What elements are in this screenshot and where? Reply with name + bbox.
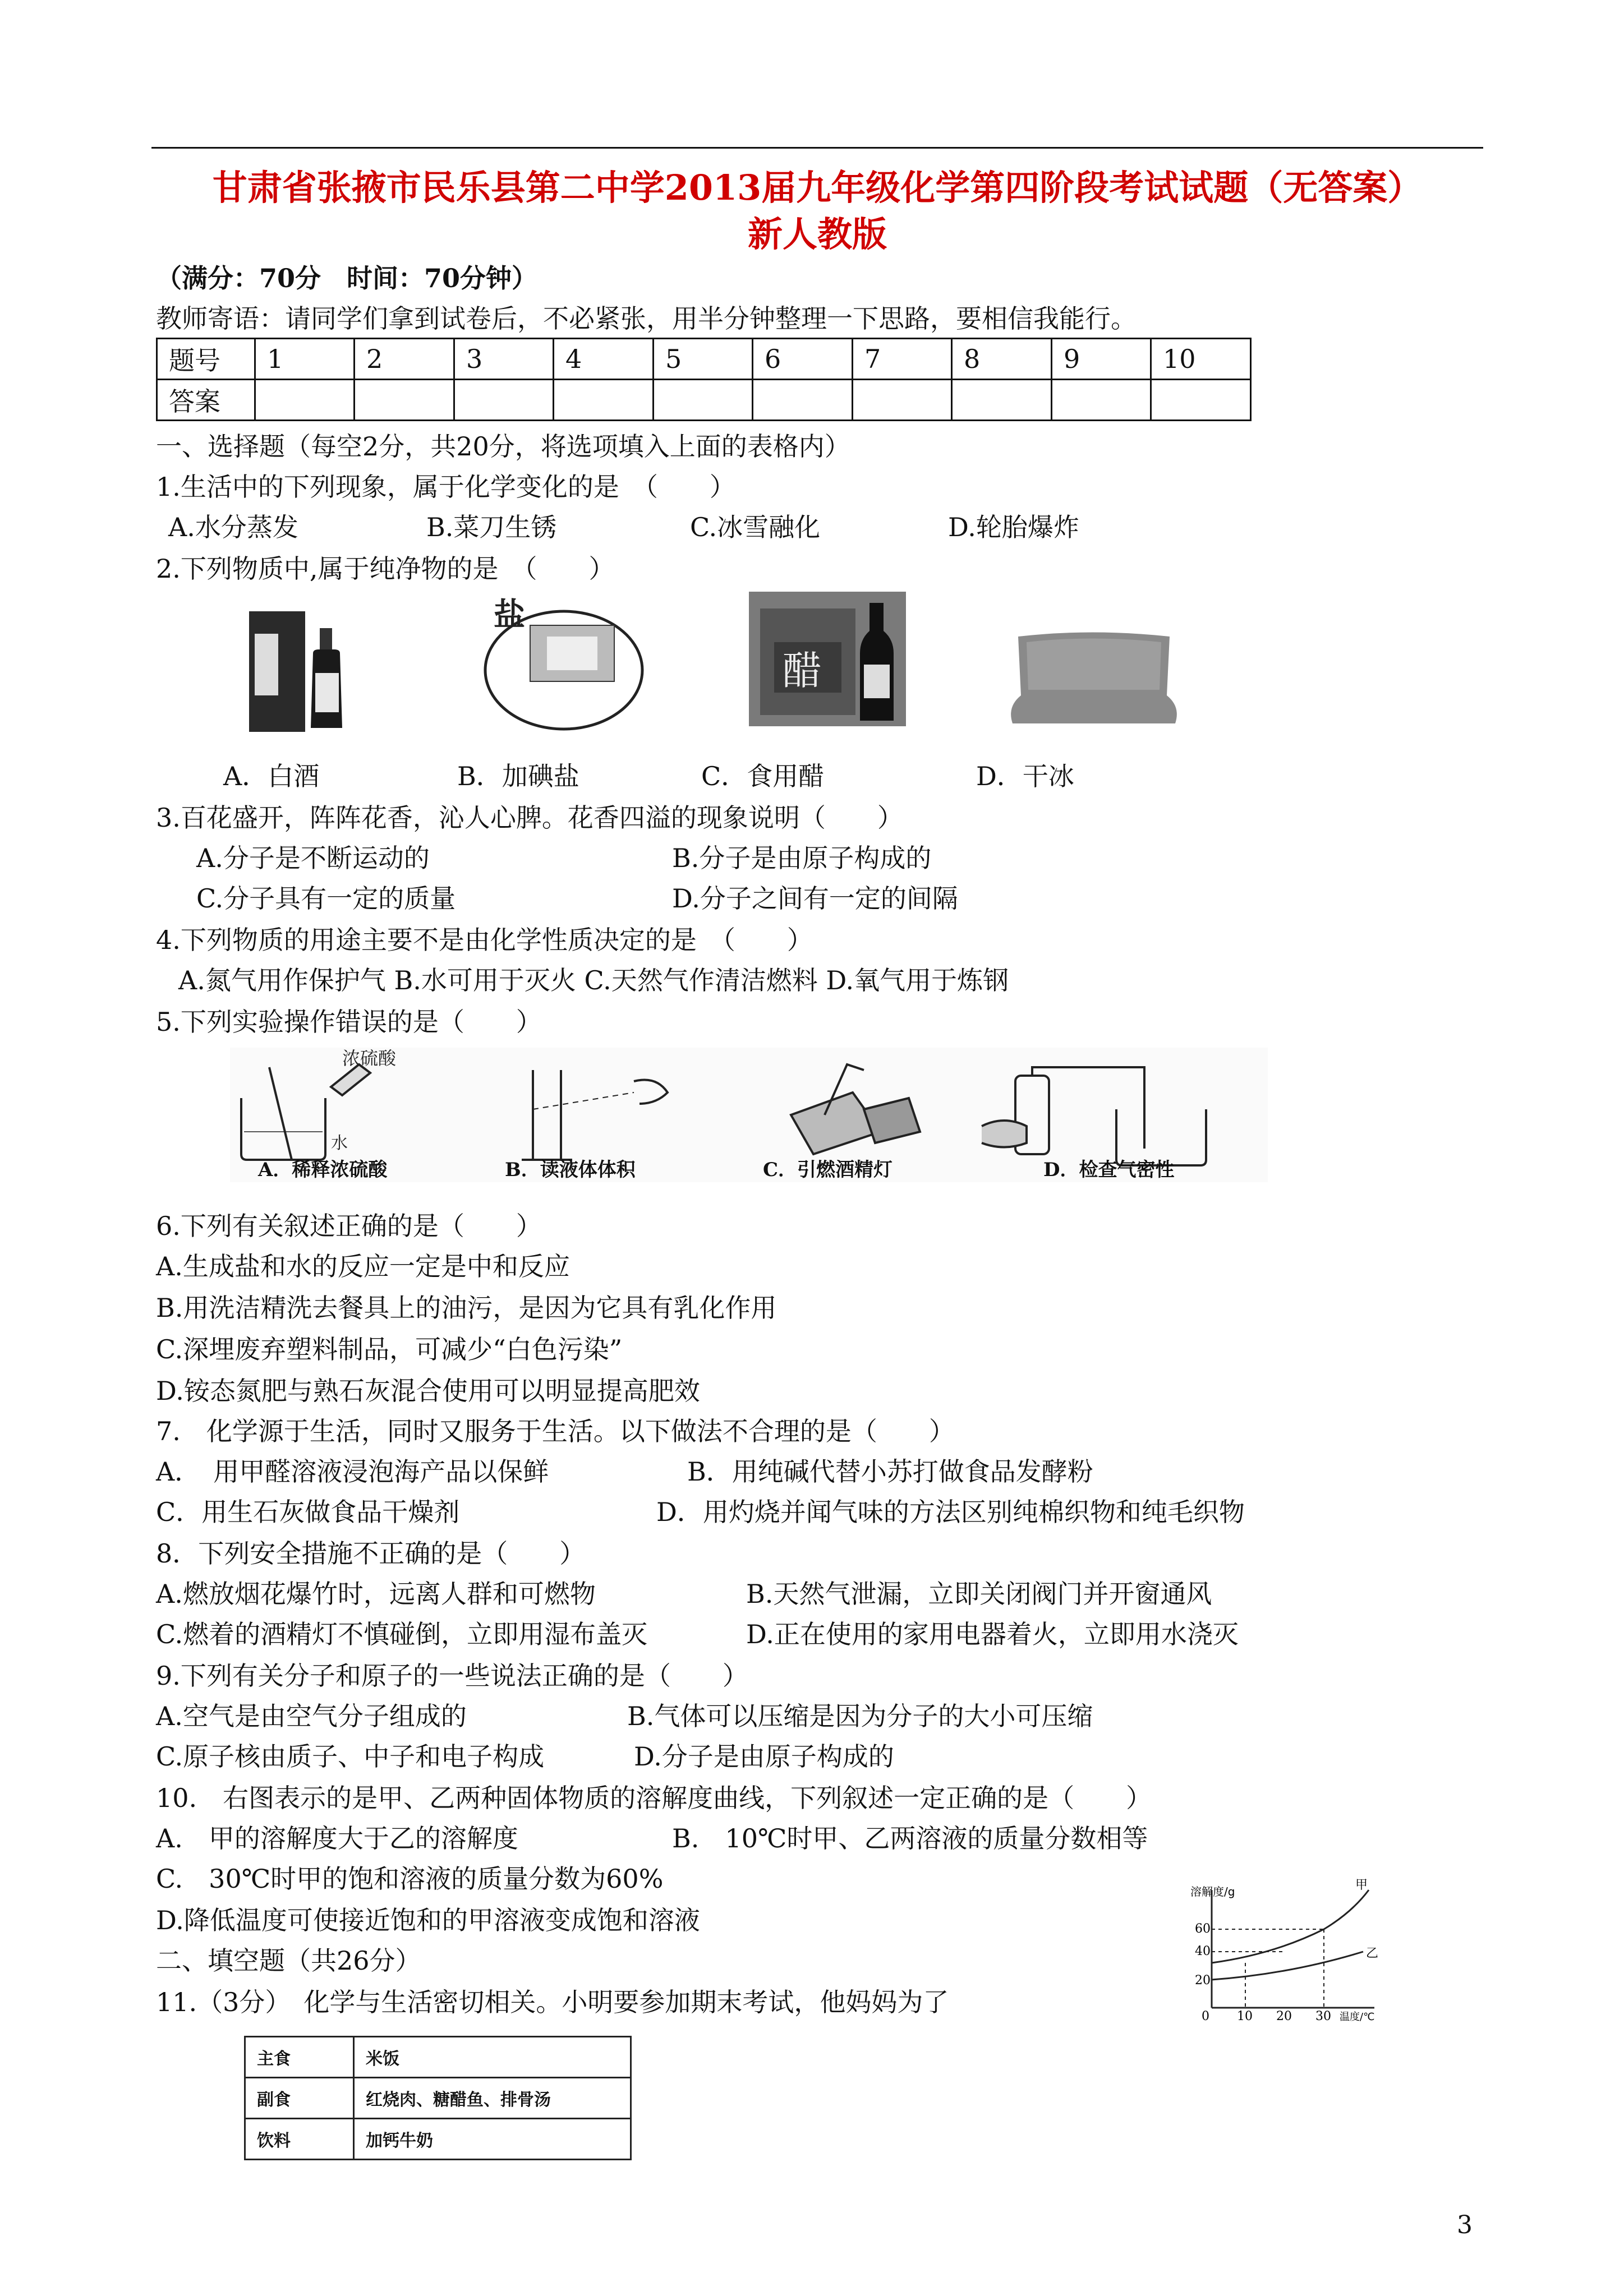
section-1-heading: 一、选择题（每空2分，共20分，将选项填入上面的表格内） <box>156 431 850 462</box>
iodized-salt-image <box>482 592 645 732</box>
chart-xtick-20: 20 <box>1276 2009 1292 2023</box>
q2-option-b: B．加碘盐 <box>457 761 579 791</box>
chart-series-yi: 乙 <box>1366 1947 1379 1961</box>
table-cell: 2 <box>355 339 454 380</box>
table-row <box>245 2078 631 2119</box>
q9-option-d: D.分子是由原子构成的 <box>634 1741 894 1772</box>
menu-key: 副食 <box>245 2078 354 2119</box>
q2-option-a: A．白酒 <box>223 761 320 791</box>
chart-ytick-40: 40 <box>1195 1944 1211 1958</box>
q1-stem: 1.生活中的下列现象，属于化学变化的是 （ ） <box>156 472 735 502</box>
q11-stem: 11.（3分） 化学与生活密切相关。小明要参加期末考试，他妈妈为了 <box>156 1987 949 2017</box>
q8-option-c: C.燃着的酒精灯不慎碰倒，立即用湿布盖灭 <box>156 1619 648 1649</box>
chart-xtick-30: 30 <box>1315 2009 1331 2023</box>
table-cell: 10 <box>1151 339 1251 380</box>
q10-option-a: A. 甲的溶解度大于乙的溶解度 <box>156 1823 518 1854</box>
table-cell: 3 <box>454 339 554 380</box>
answer-cell[interactable] <box>1151 380 1251 421</box>
table-cell: 6 <box>753 339 853 380</box>
q7-option-c: C．用生石灰做食品干燥剂 <box>156 1497 460 1527</box>
q1-option-d: D.轮胎爆炸 <box>948 512 1079 542</box>
answer-cell[interactable] <box>753 380 853 421</box>
q2-stem: 2.下列物质中,属于纯净物的是 （ ） <box>156 554 615 584</box>
q9-option-a: A.空气是由空气分子组成的 <box>156 1701 467 1731</box>
q7-option-a: A． 用甲醛溶液浸泡海产品以保鲜 <box>156 1456 549 1487</box>
table-cell: 5 <box>654 339 753 380</box>
answer-cell[interactable] <box>454 380 554 421</box>
q8-option-b: B.天然气泄漏，立即关闭阀门并开窗通风 <box>746 1579 1212 1609</box>
q2-option-d: D．干冰 <box>976 761 1074 791</box>
q5-label-a: A．稀释浓硫酸 <box>258 1159 388 1181</box>
q5-label-b: B．读液体体积 <box>505 1159 636 1181</box>
table-row <box>157 380 1251 421</box>
water-label: 水 <box>331 1133 348 1153</box>
table-cell: 1 <box>255 339 355 380</box>
q5-stem: 5.下列实验操作错误的是（ ） <box>156 1007 542 1037</box>
q5-label-d: D．检查气密性 <box>1043 1159 1175 1181</box>
q9-option-b: B.气体可以压缩是因为分子的大小可压缩 <box>627 1701 1093 1731</box>
q3-option-c: C.分子具有一定的质量 <box>196 883 456 914</box>
q6-option-b: B.用洗洁精洗去餐具上的油污，是因为它具有乳化作用 <box>156 1293 777 1323</box>
table-cell: 7 <box>853 339 952 380</box>
q6-option-c: C.深埋废弃塑料制品，可减少“白色污染” <box>156 1334 623 1364</box>
table-header-number: 题号 <box>157 339 255 380</box>
q7-option-b: B．用纯碱代替小苏打做食品发酵粉 <box>687 1456 1093 1487</box>
page-number: 3 <box>1457 2211 1473 2239</box>
q4-stem: 4.下列物质的用途主要不是由化学性质决定的是 （ ） <box>156 925 813 955</box>
q1-option-c: C.冰雪融化 <box>690 512 821 542</box>
dry-ice-image <box>1007 628 1181 729</box>
header-rule <box>151 147 1483 149</box>
q7-option-d: D．用灼烧并闻气味的方法区别纯棉织物和纯毛织物 <box>656 1497 1245 1527</box>
q3-stem: 3.百花盛开，阵阵花香，沁人心脾。花香四溢的现象说明（ ） <box>156 803 903 833</box>
liquor-bottle-image <box>247 600 370 735</box>
section-2-heading: 二、填空题（共26分） <box>156 1945 421 1976</box>
q8-option-d: D.正在使用的家用电器着火，立即用水浇灭 <box>746 1619 1239 1649</box>
table-row <box>245 2119 631 2160</box>
q7-stem: 7. 化学源于生活，同时又服务于生活。以下做法不合理的是（ ） <box>156 1416 955 1446</box>
chart-ytick-60: 60 <box>1195 1922 1211 1936</box>
menu-key: 主食 <box>245 2037 354 2078</box>
q1-option-b: B.菜刀生锈 <box>426 512 557 542</box>
vinegar-char: 醋 <box>783 648 822 694</box>
answer-cell[interactable] <box>255 380 355 421</box>
chart-xlabel: 温度/℃ <box>1340 2011 1375 2023</box>
table-header-answer: 答案 <box>157 380 255 421</box>
table-cell: 8 <box>952 339 1052 380</box>
chart-xtick-0: 0 <box>1202 2009 1209 2023</box>
q9-option-c: C.原子核由质子、中子和电子构成 <box>156 1741 545 1772</box>
q1-option-a: A.水分蒸发 <box>168 512 298 542</box>
table-cell: 9 <box>1052 339 1151 380</box>
answer-cell[interactable] <box>952 380 1052 421</box>
q3-option-d: D.分子之间有一定的间隔 <box>672 883 958 914</box>
chart-ylabel: 溶解度/g <box>1190 1885 1235 1898</box>
q6-option-a: A.生成盐和水的反应一定是中和反应 <box>156 1251 570 1281</box>
q8-stem: 8．下列安全措施不正确的是（ ） <box>156 1538 586 1569</box>
menu-table <box>244 2036 632 2160</box>
vinegar-image <box>749 592 906 726</box>
answer-cell[interactable] <box>654 380 753 421</box>
answer-cell[interactable] <box>554 380 654 421</box>
q10-option-c: C. 30℃时甲的饱和溶液的质量分数为60% <box>156 1864 664 1894</box>
answer-cell[interactable] <box>355 380 454 421</box>
doc-title-line2: 新人教版 <box>747 214 887 255</box>
q4-options: A.氮气用作保护气 B.水可用于灭火 C.天然气作清洁燃料 D.氧气用于炼钢 <box>178 965 1009 995</box>
menu-value: 加钙牛奶 <box>354 2119 631 2160</box>
q10-option-d: D.降低温度可使接近饱和的甲溶液变成饱和溶液 <box>156 1905 700 1935</box>
chart-xtick-10: 10 <box>1237 2009 1253 2023</box>
doc-title-line1: 甘肃省张掖市民乐县第二中学2013届九年级化学第四阶段考试试题（无答案） <box>212 167 1423 208</box>
q3-option-b: B.分子是由原子构成的 <box>672 843 932 873</box>
q3-option-a: A.分子是不断运动的 <box>196 843 430 873</box>
teacher-note: 教师寄语：请同学们拿到试卷后，不必紧张，用半分钟整理一下思路，要相信我能行。 <box>156 303 1137 334</box>
answer-table <box>156 338 1252 421</box>
exam-info: （满分：70分 时间：70分钟） <box>156 263 538 293</box>
q10-stem: 10. 右图表示的是甲、乙两种固体物质的溶解度曲线，下列叙述一定正确的是（ ） <box>156 1783 1152 1813</box>
menu-value: 米饭 <box>354 2037 631 2078</box>
q10-option-b: B. 10℃时甲、乙两溶液的质量分数相等 <box>672 1823 1148 1854</box>
q8-option-a: A.燃放烟花爆竹时，远离人群和可燃物 <box>156 1579 596 1609</box>
q5-label-c: C．引燃酒精灯 <box>763 1159 893 1181</box>
q2-option-c: C．食用醋 <box>701 761 825 791</box>
solubility-curve-figure <box>1189 1879 1386 2025</box>
chart-series-jia: 甲 <box>1355 1879 1368 1892</box>
q9-stem: 9.下列有关分子和原子的一些说法正确的是（ ） <box>156 1661 748 1691</box>
salt-char: 盐 <box>494 596 525 633</box>
table-row <box>157 339 1251 380</box>
table-cell: 4 <box>554 339 654 380</box>
menu-key: 饮料 <box>245 2119 354 2160</box>
curve-yi <box>1212 1952 1363 1980</box>
table-row <box>245 2037 631 2078</box>
menu-value: 红烧肉、糖醋鱼、排骨汤 <box>354 2078 631 2119</box>
q6-stem: 6.下列有关叙述正确的是（ ） <box>156 1211 542 1241</box>
chart-ytick-20: 20 <box>1195 1974 1211 1988</box>
answer-cell[interactable] <box>1052 380 1151 421</box>
acid-label: 浓硫酸 <box>342 1048 397 1069</box>
q6-option-d: D.铵态氮肥与熟石灰混合使用可以明显提高肥效 <box>156 1376 700 1406</box>
answer-cell[interactable] <box>853 380 952 421</box>
